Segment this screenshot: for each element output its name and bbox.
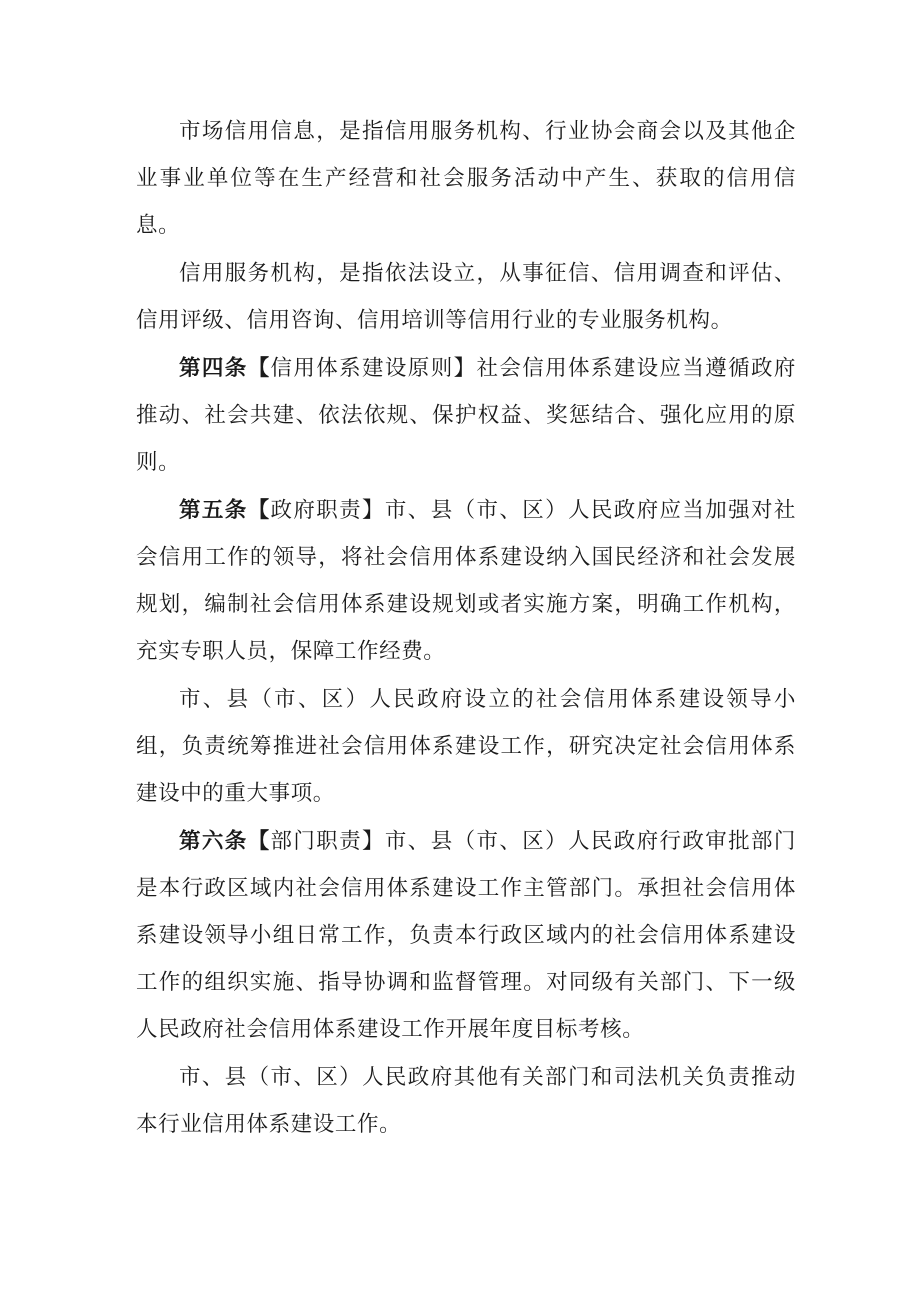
article-heading: 第五条【: [179, 498, 271, 523]
paragraph-credit-service-agency: [136, 250, 796, 344]
paragraph-text: 部门职责】市、县（市、区）人民政府行政审批部门是本行政区域内社会信用体系建设工作主管部门。承担社会信用体系建设领导小组日常工作，负责本行政区域内的社会信用体系建设工作的组织实施、指导协调和监督管理。对同级有关部门、下一级人民政府社会信用体系建设工作开展年度目标考核。: [136, 829, 796, 1042]
document-body: [136, 108, 796, 1148]
article-heading: 第六条【: [179, 829, 271, 854]
paragraph-text: 市、县（市、区）人民政府设立的社会信用体系建设领导小组，负责统筹推进社会信用体系建设工作，研究决定社会信用体系建设中的重大事项。: [136, 687, 796, 806]
paragraph-text: 信用服务机构，是指依法设立，从事征信、信用调查和评估、信用评级、信用咨询、信用培训等信用行业的专业服务机构。: [136, 261, 796, 333]
paragraph-text: 市场信用信息，是指信用服务机构、行业协会商会以及其他企业事业单位等在生产经营和社会服务活动中产生、获取的信用信息。: [136, 119, 796, 238]
paragraph-article-4: [136, 345, 796, 486]
paragraph-market-credit-info: [136, 108, 796, 249]
paragraph-leading-group: [136, 676, 796, 817]
paragraph-other-departments: [136, 1054, 796, 1148]
article-heading: 第四条【: [179, 356, 271, 381]
paragraph-text: 市、县（市、区）人民政府其他有关部门和司法机关负责推动本行业信用体系建设工作。: [136, 1065, 796, 1137]
paragraph-text: 信用体系建设原则】社会信用体系建设应当遵循政府推动、社会共建、依法依规、保护权益、奖惩结合、强化应用的原则。: [136, 356, 796, 475]
paragraph-article-6: [136, 818, 796, 1053]
paragraph-article-5: [136, 487, 796, 675]
paragraph-text: 政府职责】市、县（市、区）人民政府应当加强对社会信用工作的领导，将社会信用体系建设纳入国民经济和社会发展规划，编制社会信用体系建设规划或者实施方案，明确工作机构，充实专职人员，保障工作经费。: [136, 498, 796, 664]
